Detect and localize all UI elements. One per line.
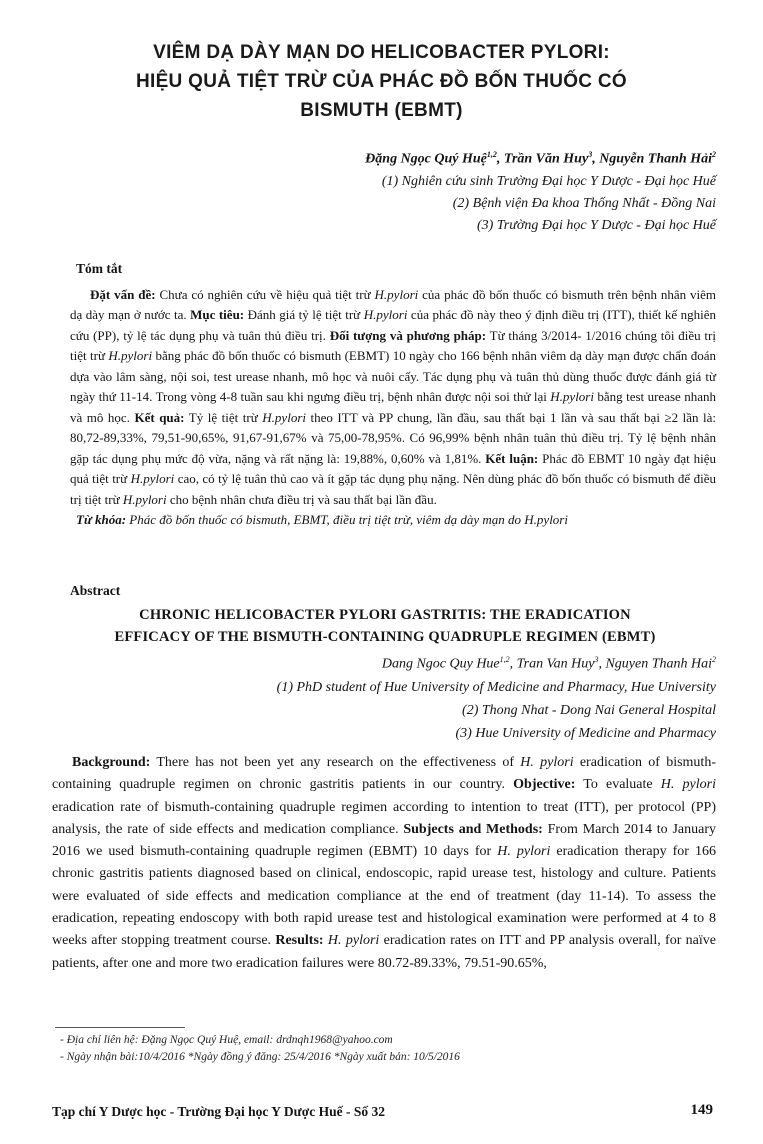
author-3: Nguyễn Thanh Hải xyxy=(599,151,712,167)
term-hpylori: H.pylori xyxy=(262,409,306,425)
text-segment: There has not been yet any research on the effectiveness of xyxy=(150,755,521,770)
affiliation-en-2: (2) Thong Nhat - Dong Nai General Hospital xyxy=(462,702,716,718)
affiliation-3: (3) Trường Đại học Y Dược - Đại học Huế xyxy=(476,217,716,233)
term-hpylori: H. pylori xyxy=(327,933,380,949)
title-line-3: BISMUTH (EBMT) xyxy=(300,100,463,121)
text-segment: Phác đồ EBMT 10 ngày đạt hiệu quả tiệt trừ xyxy=(70,450,716,486)
abstract-en-heading: Abstract xyxy=(70,583,121,598)
keywords-vi xyxy=(70,510,716,531)
author-names-vi: Đặng Ngọc Quý Huệ$^{1,2}$, Trần Văn Huy$^3$, Nguyễn Thanh Hải$^2$ xyxy=(365,150,716,167)
author-2-en-affiliation: 3 xyxy=(594,655,599,664)
en-title-line-2: EFFICACY OF THE BISMUTH-CONTAINING QUADRUPLE REGIMEN (EBMT) xyxy=(114,629,656,645)
text-segment: Chưa có nghiên cứu về hiệu quả tiệt trừ xyxy=(155,286,375,302)
text-segment: eradication rate of bismuth-containing quadruple regimen according to intention to treat (ITT), per protocol (PP) analysis, the rate of side effects and medication compliance. xyxy=(52,799,716,837)
label-doi-tuong: Đối tượng và phương pháp: xyxy=(329,327,487,343)
affiliation-1: (1) Nghiên cứu sinh Trường Đại học Y Dược - Đại học Huế xyxy=(381,173,716,189)
author-1: Đặng Ngọc Quý Huệ xyxy=(365,151,487,167)
author-3-en: Nguyen Thanh Hai xyxy=(605,656,712,672)
label-ket-qua: Kết quả: xyxy=(134,409,185,425)
author-1-en-affiliation: 1,2 xyxy=(499,655,510,664)
affiliation-2: (2) Bệnh viện Đa khoa Thống Nhất - Đồng Nai xyxy=(452,195,716,211)
text-segment: eradication therapy for 166 chronic gastritis patients diagnosed based on clinical, endoscopic, rapid urease test, histology and culture. Patients were evaluated of side effects and medication compliance at the end of treatment (day 11-14). To assess the eradication, repeating endoscopy with both rapid urease test and histological examination were performed at 4 to 8 weeks after stopping treatment course. xyxy=(52,844,716,949)
author-2: Trần Văn Huy xyxy=(503,151,589,167)
text-segment: của phác đồ bốn thuốc có bismuth trên bệnh nhân viêm dạ dày mạn ở nước ta. xyxy=(70,286,717,322)
keywords-text: Phác đồ bốn thuốc có bismuth, EBMT, điều trị tiệt trừ, viêm dạ dày mạn do H.pylori xyxy=(126,512,568,527)
title-line-1: VIÊM DẠ DÀY MẠN DO HELICOBACTER PYLORI: xyxy=(153,42,610,63)
term-hpylori: H. pylori xyxy=(497,844,551,860)
label-background: Background: xyxy=(72,755,151,770)
text-segment: theo ITT và PP chung, lần đầu, sau thất bại 1 lần và sau thất bại ≥2 lần là: 80,72-89,33%, 79,51-90,65%, 91,67-91,67% và 75,00-78,95%. Có 96,99% bệnh nhân tuân thủ điều trị. Tỷ lệ bệnh nhân gặp tác dụng phụ mức độ vừa, nặng và rất nặng là: 19,88%, 0,60% và 1,81%. xyxy=(70,409,717,466)
text-segment: của phác đồ này theo ý định điều trị (ITT), thiết kế nghiên cứu (PP), tỷ lệ tác dụng phụ và tuân thủ điều trị. xyxy=(70,307,717,343)
author-names-en: Dang Ngoc Quy Hue$^{1,2}$, Tran Van Huy$^3$, Nguyen Thanh Hai$^2$ xyxy=(381,655,716,672)
label-muc-tieu: Mục tiêu: xyxy=(190,307,245,322)
page-number: 149 xyxy=(690,1102,713,1118)
term-hpylori: H.pylori xyxy=(374,286,419,302)
text-segment: Đánh giá tỷ lệ tiệt trừ xyxy=(244,307,364,322)
author-3-affiliation: 2 xyxy=(712,150,716,159)
text-segment: eradication of bismuth-containing quadruple regimen on chronic gastritis patients in our country. xyxy=(52,755,716,793)
label-ket-luan: Kết luận: xyxy=(485,450,539,466)
affiliation-en-1: (1) PhD student of Hue University of Medicine and Pharmacy, Hue University xyxy=(276,679,716,695)
en-title-line-1: CHRONIC HELICOBACTER PYLORI GASTRITIS: THE ERADICATION xyxy=(139,607,631,623)
journal-footer: Tạp chí Y Dược học - Trường Đại học Y Dược Huế - Số 32 xyxy=(52,1104,385,1119)
author-2-affiliation: 3 xyxy=(588,150,593,159)
keywords-label: Từ khóa: xyxy=(76,512,127,527)
footnote-contact: - Địa chỉ liên hệ: Đặng Ngọc Quý Huệ, email: drdnqh1968@yahoo.com xyxy=(60,1034,393,1046)
label-methods: Subjects and Methods: xyxy=(403,821,543,837)
footnote-dates: - Ngày nhận bài:10/4/2016 *Ngày đồng ý đăng: 25/4/2016 *Ngày xuất bản: 10/5/2016 xyxy=(60,1051,460,1063)
article-title-vi xyxy=(60,38,703,125)
text-segment: cho bệnh nhân chưa điều trị và sau thất bại lần đầu. xyxy=(166,491,437,507)
text-segment: eradication rates on ITT and PP analysis overall, for naïve patients, after one and more two eradication failures were 80.72-89.33%, 79.51-90.65%, xyxy=(52,933,716,971)
title-line-2: HIỆU QUẢ TIỆT TRỪ CỦA PHÁC ĐỒ BỐN THUỐC CÓ xyxy=(135,71,628,92)
article-title-en xyxy=(70,604,700,648)
authors-block-en xyxy=(277,648,716,745)
label-results: Results: xyxy=(275,933,324,949)
author-2-en: Tran Van Huy xyxy=(516,656,595,672)
footnote-divider xyxy=(55,1027,185,1028)
term-hpylori: H. pylori xyxy=(520,755,574,770)
text-segment: To evaluate xyxy=(575,777,661,793)
text-segment: From March 2014 to January 2016 we used bismuth-containing quadruple regimen (EBMT) 10 days for xyxy=(52,821,716,860)
abstract-vi-body xyxy=(70,285,716,511)
term-hpylori: H.pylori xyxy=(108,348,153,363)
text-segment: bằng test urease nhanh và mô học. xyxy=(70,389,716,425)
term-hpylori: H.pylori xyxy=(122,491,167,507)
author-1-affiliation: 1,2 xyxy=(486,150,497,159)
text-segment: Tỷ lệ tiệt trừ xyxy=(184,409,263,425)
label-objective: Objective: xyxy=(513,777,576,793)
abstract-vi-heading: Tóm tắt xyxy=(76,261,123,276)
abstract-en-body xyxy=(52,752,716,975)
term-hpylori: H. pylori xyxy=(660,777,716,793)
label-dat-van-de: Đặt vấn đề: xyxy=(90,286,156,302)
text-segment: cao, có tỷ lệ tuân thủ cao và ít gặp tác dụng phụ nặng. Nên dùng phác đồ bốn thuốc có bismuth để điều trị tiệt trừ xyxy=(70,471,716,507)
author-1-en: Dang Ngoc Quy Hue xyxy=(381,656,500,672)
text-segment: Từ tháng 3/2014- 1/2016 chúng tôi điều trị tiệt trừ xyxy=(70,327,716,363)
author-3-en-affiliation: 2 xyxy=(712,655,716,664)
text-segment: bằng phác đồ bốn thuốc có bismuth (EBMT) 10 ngày cho 166 bệnh nhân viêm dạ dày mạn được chẩn đoán dựa vào lâm sàng, nội soi, test urease nhanh, mô học và nuôi cấy. Tác dụng phụ và tuân thủ dùng thuốc được đánh giá từ ngày thứ 11-14. Trong vòng 4-8 tuần sau khi ngưng điều trị, bệnh nhân được nội soi thử lại xyxy=(70,348,717,404)
abstract-vi xyxy=(70,259,716,531)
authors-block-vi xyxy=(365,144,716,237)
footnotes xyxy=(60,1032,460,1066)
term-hpylori: H.pylori xyxy=(363,307,408,322)
term-hpylori: H.pylori xyxy=(130,471,175,486)
term-hpylori: H.pylori xyxy=(550,389,594,404)
affiliation-en-3: (3) Hue University of Medicine and Pharmacy xyxy=(455,725,716,741)
